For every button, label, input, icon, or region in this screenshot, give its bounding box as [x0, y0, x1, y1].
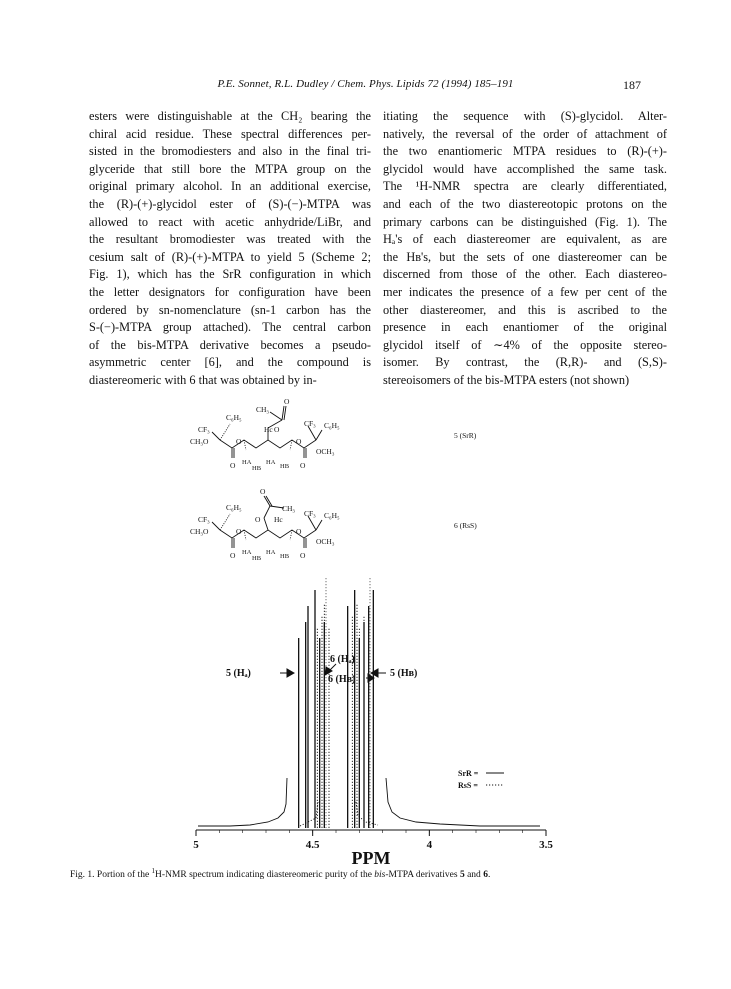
- s2-cf3-left: CF₃: [198, 515, 210, 524]
- page-number: 187: [623, 78, 641, 92]
- spectrum-baseline-srr: [198, 778, 287, 826]
- text-line: Hₐ's of each diastereomer are equivalent, as are: [383, 232, 667, 247]
- running-title: P.E. Sonnet, R.L. Dudley / Chem. Phys. Lipids 72 (1994) 185–191: [217, 78, 514, 90]
- ann-5-ha: 5 (Hₐ): [226, 668, 251, 679]
- x-tick-label: 4: [426, 839, 433, 851]
- text-line: isomer. By contrast, the (R,R)- and (S,S)-: [383, 355, 667, 370]
- text-line: glycidol itself of ∼4% of the opposite stereo-: [383, 337, 667, 352]
- text-line: other diastereomer, and this is ascribed to the: [383, 302, 667, 317]
- s2-och3: OCH₃: [316, 537, 335, 546]
- x-axis: [193, 830, 553, 868]
- s1-c6h5-left: C₆H₅: [226, 413, 242, 422]
- caption-italic: bis: [374, 870, 386, 881]
- s2-c6h5-right: C₆H₅: [324, 511, 340, 520]
- s2-ha2: HA: [266, 549, 276, 556]
- text-line: presence in each enantiomer of the original: [383, 320, 667, 335]
- s2-hb1: HB: [252, 555, 262, 562]
- x-axis-label: PPM: [351, 848, 391, 868]
- arrowhead: [287, 669, 294, 677]
- s1-ch3: CH₃: [256, 405, 270, 414]
- caption-text: .: [487, 870, 491, 881]
- s1-cf3-left: CF₃: [198, 425, 210, 434]
- text-line: of the bis-MTPA derivative becomes a pseudo-: [89, 337, 371, 352]
- text-line: S-(−)-MTPA group attached). The central carbon: [89, 320, 371, 335]
- s1-hb1: HB: [252, 465, 262, 472]
- ann-6-hb: 6 (Hʙ): [328, 674, 356, 685]
- x-tick-label: 3.5: [539, 839, 553, 851]
- text-line: and each of the two diastereotopic protons on the: [383, 196, 667, 211]
- legend-rss-label: RsS =: [458, 781, 478, 790]
- caption-compound-5: 5: [459, 870, 465, 881]
- arrowhead: [371, 669, 378, 677]
- nmr-spectrum: [193, 578, 553, 868]
- text-line: primary carbons can be distinguished (Fig. 1). The: [383, 214, 667, 229]
- peaks-srr: [299, 590, 374, 828]
- left-column: [89, 108, 371, 390]
- text-line: original primary alcohol. In an additional exercise,: [89, 179, 371, 194]
- s2-o-top: O: [260, 487, 266, 496]
- s1-o-ester-right: O: [296, 437, 302, 446]
- text-line: glyceride that still bore the MTPA group on the: [89, 161, 371, 176]
- s2-o-mid: O: [255, 515, 261, 524]
- text-line: cesium salt of (R)-(+)-MTPA to yield 5 (Scheme 2;: [89, 249, 371, 264]
- s1-c6h5-right: C₆H₅: [324, 421, 340, 430]
- caption-text: -MTPA derivatives: [385, 870, 460, 881]
- s2-o-left: O: [230, 551, 236, 560]
- s2-o-right: O: [300, 551, 306, 560]
- s1-cf3-right: CF₃: [304, 419, 316, 428]
- text-line: allowed to react with acetic anhydride/LiBr, and: [89, 214, 371, 229]
- figure-1: [160, 398, 580, 868]
- s2-hb2: HB: [280, 553, 290, 560]
- s1-o-mid: O: [274, 425, 280, 434]
- s2-hc: Hc: [274, 515, 283, 524]
- s1-o-left: O: [230, 461, 236, 470]
- s2-o-ester-right: O: [296, 527, 302, 536]
- caption-text: Fig. 1. Portion of the: [70, 870, 152, 881]
- text-line: discerned from those of the other. Each diastereo-: [383, 267, 667, 282]
- s1-label: 5 (SrR): [454, 431, 477, 440]
- s2-o-ester-left: O: [236, 527, 242, 536]
- caption-text: H-NMR spectrum indicating diastereomeric purity of the: [155, 870, 375, 881]
- text-line: the Hʙ's, but the sets of one diastereomer can be: [383, 249, 667, 264]
- text-line: mer indicates the presence of a few per cent of the: [383, 284, 667, 299]
- caption-text: and: [464, 870, 484, 881]
- x-tick-label: 4.5: [305, 839, 320, 851]
- s1-o-right: O: [300, 461, 306, 470]
- s2-ch3o: CH₃O: [190, 527, 209, 536]
- s1-o-ester-left: O: [236, 437, 242, 446]
- figure-caption: [70, 867, 670, 880]
- x-tick-label: 5: [193, 839, 199, 851]
- spectrum-baseline-rss: [300, 802, 378, 826]
- running-header: [0, 78, 731, 94]
- text-line: itiating the sequence with (S)-glycidol. Alter-: [383, 109, 667, 123]
- text-line: the (R)-(+)-glycidol ester of (S)-(−)-MTPA was: [89, 196, 371, 211]
- s1-hb2: HB: [280, 463, 290, 470]
- text-line: chiral acid residue. These spectral differences per-: [89, 126, 371, 141]
- text-line: the two enantiomeric MTPA residues to (R)-(+)-: [383, 144, 667, 159]
- s2-c6h5-left: C₆H₅: [226, 503, 242, 512]
- text-line: stereoisomers of the bis-MTPA esters (not shown): [383, 372, 630, 387]
- s1-ha2: HA: [266, 459, 276, 466]
- s1-o-top: O: [284, 398, 290, 406]
- ann-6-ha: 6 (Hₐ): [330, 654, 355, 665]
- s2-ch3: CH₃: [282, 504, 296, 513]
- s2-cf3-right: CF₃: [304, 509, 316, 518]
- s2-ha1: HA: [242, 549, 252, 556]
- text-line: natively, the reversal of the order of attachment of: [383, 126, 667, 141]
- text-line: asymmetric center [6], and the compound is: [89, 355, 371, 370]
- caption-compound-6: 6: [483, 870, 488, 881]
- s1-ch3o: CH₃O: [190, 437, 209, 446]
- text-line: esters were distinguishable at the CH₂ bearing the: [89, 109, 371, 123]
- text-line: the letter designators for configuration have been: [89, 284, 371, 299]
- s1-ha1: HA: [242, 459, 252, 466]
- text-line: sisted in the bromodiesters and also in the final tri-: [89, 144, 371, 159]
- caption-sup: 1: [151, 867, 156, 875]
- text-line: ordered by sn-nomenclature (sn-1 carbon has the: [89, 302, 371, 317]
- s1-och3: OCH₃: [316, 447, 335, 456]
- legend: [458, 769, 504, 790]
- text-line: glycidol would have accomplished the same task.: [383, 161, 667, 176]
- s2-label: 6 (RsS): [454, 521, 477, 530]
- s1-hc: Hc: [264, 425, 273, 434]
- ann-5-hb: 5 (Hʙ): [390, 668, 418, 679]
- legend-srr-label: SrR =: [458, 769, 479, 778]
- text-line: Fig. 1), which has the SrR configuration in which: [89, 267, 371, 282]
- right-column: [383, 108, 667, 390]
- text-line: diastereomeric with 6 that was obtained by in-: [89, 372, 317, 387]
- text-line: The ¹H-NMR spectra are clearly differentiated,: [383, 179, 667, 194]
- text-line: the resultant bromodiester was treated with the: [89, 232, 371, 247]
